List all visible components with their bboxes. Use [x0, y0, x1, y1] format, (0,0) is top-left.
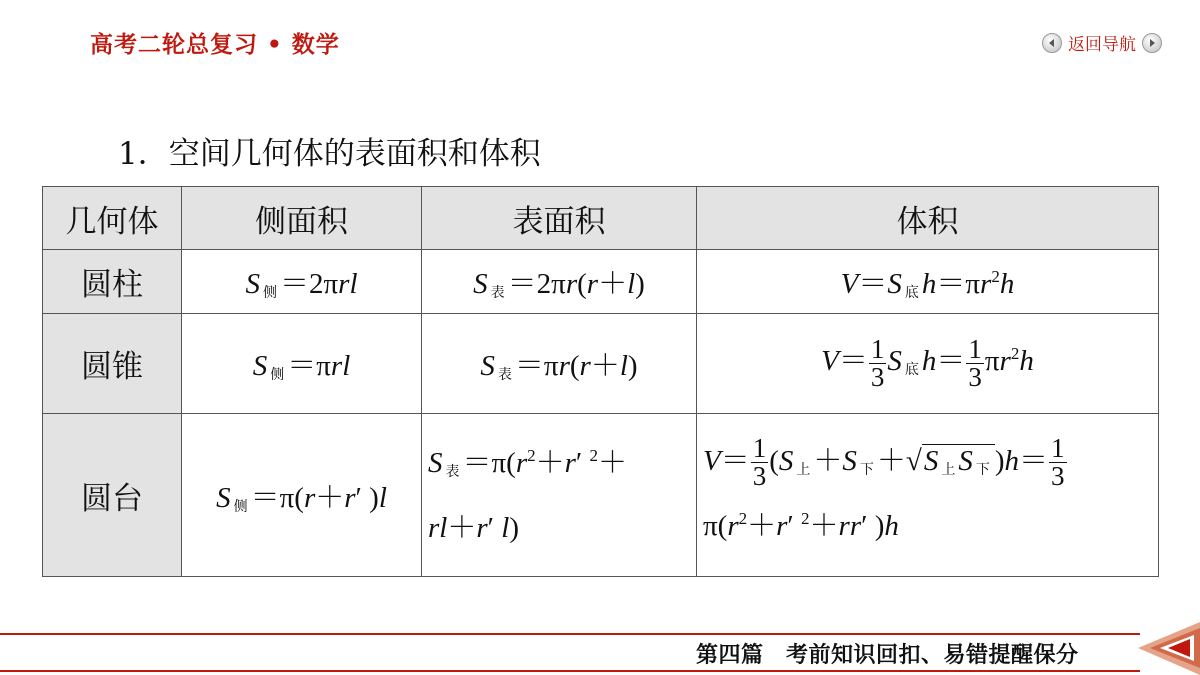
cylinder-volume-formula: V＝S 底 $h=\pi r^2h$	[697, 250, 1159, 314]
course-title: 高考二轮总复习 • 数学	[90, 32, 340, 58]
footer-divider-bottom	[0, 670, 1140, 672]
cone-surface-formula: S 表 ＝πr(r＋l)	[422, 314, 697, 414]
section-heading: 1．空间几何体的表面积和体积	[118, 136, 541, 172]
table-header-row	[43, 187, 1159, 250]
prev-arrow-icon[interactable]	[1042, 33, 1062, 53]
table-row	[43, 314, 1159, 414]
footer-chapter-title: 第四篇 考前知识回扣、易错提醒保分	[696, 643, 1079, 668]
footer-triangle-icon	[1138, 622, 1200, 675]
cone-volume-formula: V＝ $\frac{1}{3}$ S 底 h＝ $\frac{1}{3}$ $\pi r^2h$	[697, 314, 1159, 414]
footer-divider-top	[0, 633, 1140, 635]
frustum-surface-formula: S 表 $=\pi(r^2+r'$ $^2$＋ rl＋r′ l)	[422, 414, 697, 577]
back-navigation[interactable]	[1042, 30, 1162, 55]
row-name-frustum: 圆台	[43, 414, 182, 577]
next-arrow-icon[interactable]	[1142, 33, 1162, 53]
col-header-surface-area: 表面积	[422, 187, 697, 250]
table-row	[43, 250, 1159, 314]
col-header-lateral-area: 侧面积	[182, 187, 422, 250]
col-header-solid: 几何体	[43, 187, 182, 250]
cylinder-surface-formula: S 表 ＝2πr(r＋l)	[422, 250, 697, 314]
frustum-lateral-formula: S 侧 ＝π(r＋r′ )l	[182, 414, 422, 577]
row-name-cone: 圆锥	[43, 314, 182, 414]
col-header-volume: 体积	[697, 187, 1159, 250]
row-name-cylinder: 圆柱	[43, 250, 182, 314]
cone-lateral-formula: S 侧 ＝πrl	[182, 314, 422, 414]
cylinder-lateral-formula: S 侧 ＝2πrl	[182, 250, 422, 314]
formula-table	[42, 186, 1159, 577]
frustum-volume-formula: V＝ $\frac{1}{3}$ (S 上 ＋S 下 ＋√S 上 S 下 )h＝ $\frac{1}{3}$ $\pi(r^2+r'$ $^2$＋rr′ )h	[697, 414, 1159, 577]
table-row	[43, 414, 1159, 577]
back-nav-label[interactable]: 返回导航	[1068, 35, 1136, 55]
